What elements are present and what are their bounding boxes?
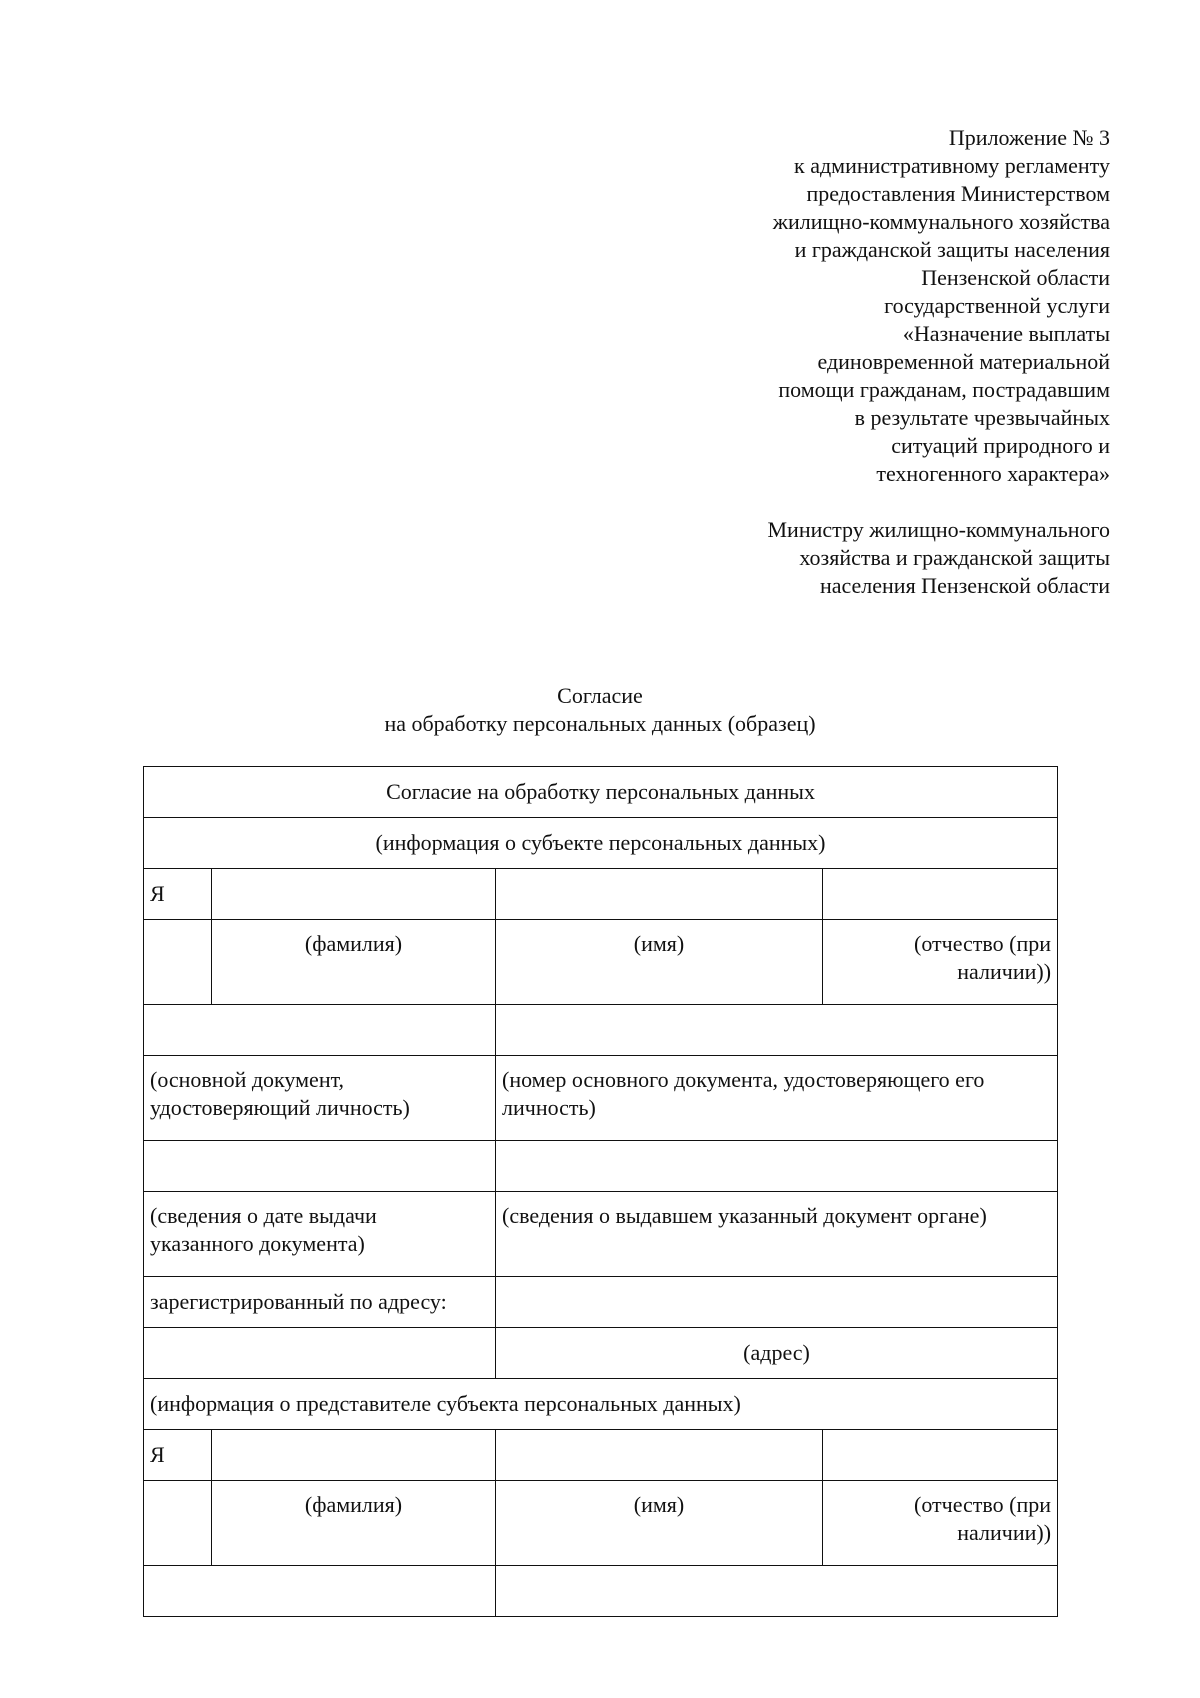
table-row: [144, 1005, 1058, 1056]
table-row: [144, 1192, 1058, 1277]
surname-caption: (фамилия): [212, 1481, 496, 1566]
addressee-line: населения Пензенской области: [819, 573, 1110, 598]
document-type-caption-line: удостоверяющий личность): [150, 1095, 410, 1120]
empty-cell: [144, 920, 212, 1005]
table-row: [144, 1379, 1058, 1430]
table-row: [144, 767, 1058, 818]
consent-form-table: [143, 766, 1058, 1617]
representative-surname-field[interactable]: [212, 1430, 496, 1481]
table-row: [144, 1481, 1058, 1566]
table-row: [144, 1056, 1058, 1141]
table-row: [144, 1430, 1058, 1481]
document-title: [0, 682, 1200, 738]
patronymic-field[interactable]: [823, 869, 1058, 920]
table-row: [144, 1566, 1058, 1617]
addressee-line: хозяйства и гражданской защиты: [799, 545, 1110, 570]
name-field[interactable]: [496, 869, 823, 920]
document-number-field[interactable]: [496, 1005, 1058, 1056]
table-row: [144, 1141, 1058, 1192]
representative-document-number-field[interactable]: [496, 1566, 1058, 1617]
table-row: [144, 869, 1058, 920]
issue-date-caption: [144, 1192, 496, 1277]
title-subline: на обработку персональных данных (образец): [384, 711, 816, 736]
document-number-caption: [496, 1056, 1058, 1141]
registered-label: зарегистрированный по адресу:: [144, 1277, 496, 1328]
addressee-block: [510, 516, 1110, 600]
name-caption: (имя): [496, 1481, 823, 1566]
document-type-caption-line: (основной документ,: [150, 1067, 345, 1092]
empty-cell: [144, 1481, 212, 1566]
document-number-caption-line: (номер основного документа, удостоверяющего его: [502, 1067, 985, 1092]
surname-field[interactable]: [212, 869, 496, 920]
patronymic-caption-line: (отчество (при: [914, 931, 1052, 956]
address-caption: (адрес): [496, 1328, 1058, 1379]
surname-caption: (фамилия): [212, 920, 496, 1005]
representative-document-type-field[interactable]: [144, 1566, 496, 1617]
form-heading: Согласие на обработку персональных данных: [144, 767, 1058, 818]
document-number-caption-line: личность): [502, 1095, 596, 1120]
header-line: техногенного характера»: [876, 461, 1110, 486]
appendix-header: [510, 124, 1110, 488]
header-line: «Назначение выплаты: [902, 321, 1110, 346]
ya-label: Я: [144, 1430, 212, 1481]
addressee-line: Министру жилищно-коммунального: [767, 517, 1110, 542]
representative-patronymic-field[interactable]: [823, 1430, 1058, 1481]
header-line: и гражданской защиты населения: [794, 237, 1110, 262]
header-line: единовременной материальной: [817, 349, 1110, 374]
registered-address-field[interactable]: [496, 1277, 1058, 1328]
issuer-caption: (сведения о выдавшем указанный документ органе): [496, 1192, 1058, 1277]
header-line: Приложение № 3: [948, 125, 1110, 150]
table-row: [144, 1277, 1058, 1328]
issue-date-caption-line: (сведения о дате выдачи: [150, 1203, 377, 1228]
patronymic-caption-line: наличии)): [957, 1520, 1052, 1545]
name-caption: (имя): [496, 920, 823, 1005]
table-row: [144, 818, 1058, 869]
document-type-field[interactable]: [144, 1005, 496, 1056]
header-line: помощи гражданам, пострадавшим: [778, 377, 1110, 402]
representative-info-label: (информация о представителе субъекта персональных данных): [144, 1379, 1058, 1430]
document-type-caption: [144, 1056, 496, 1141]
issue-date-field[interactable]: [144, 1141, 496, 1192]
header-line: к административному регламенту: [794, 153, 1110, 178]
header-line: жилищно-коммунального хозяйства: [772, 209, 1110, 234]
patronymic-caption-line: (отчество (при: [914, 1492, 1052, 1517]
header-line: ситуаций природного и: [891, 433, 1110, 458]
empty-cell: [144, 1328, 496, 1379]
issuer-field[interactable]: [496, 1141, 1058, 1192]
header-line: в результате чрезвычайных: [854, 405, 1110, 430]
header-line: предоставления Министерством: [806, 181, 1110, 206]
representative-name-field[interactable]: [496, 1430, 823, 1481]
ya-label: Я: [144, 869, 212, 920]
title-line: Согласие: [557, 683, 643, 708]
header-line: государственной услуги: [884, 293, 1110, 318]
patronymic-caption-line: наличии)): [957, 959, 1052, 984]
table-row: [144, 920, 1058, 1005]
patronymic-caption: [823, 920, 1058, 1005]
patronymic-caption: [823, 1481, 1058, 1566]
table-row: [144, 1328, 1058, 1379]
subject-info-label: (информация о субъекте персональных данных): [144, 818, 1058, 869]
header-line: Пензенской области: [921, 265, 1110, 290]
issue-date-caption-line: указанного документа): [150, 1231, 365, 1256]
